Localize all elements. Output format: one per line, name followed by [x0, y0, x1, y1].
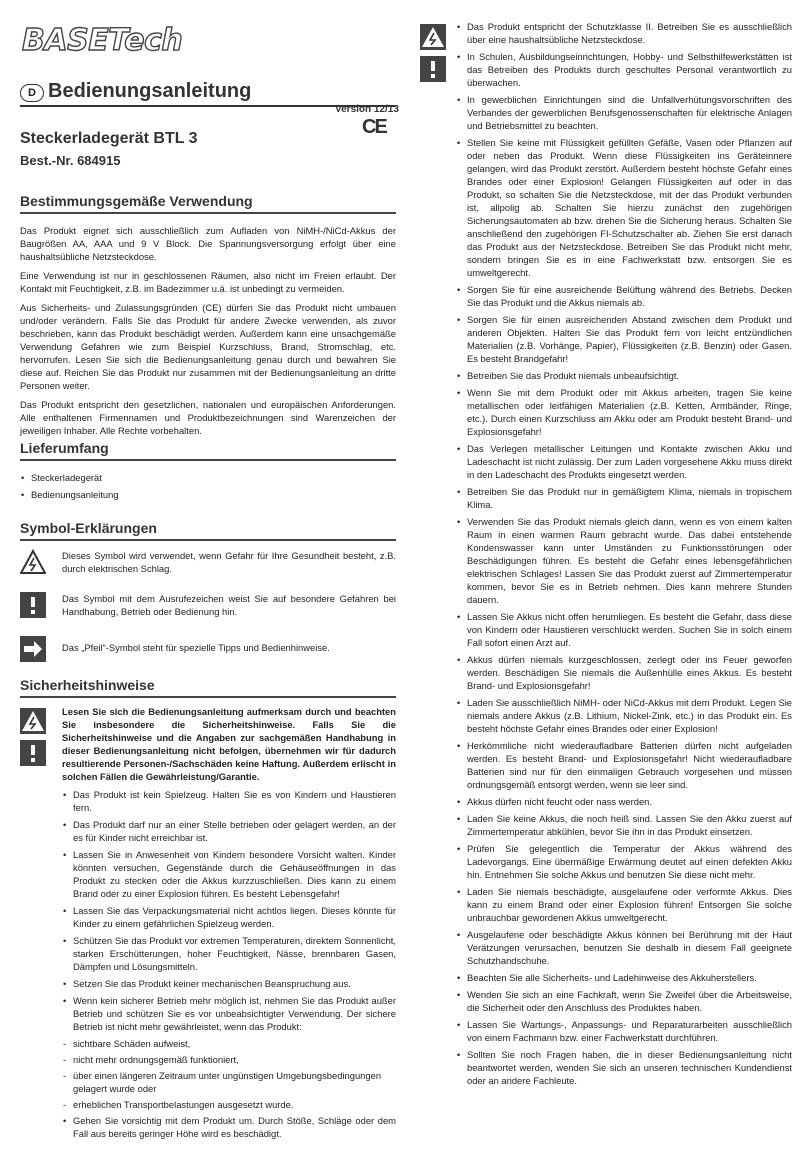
list-item: • Verwenden Sie das Produkt niemals gleich dann, wenn es von einem kalten Raum in einen warmen Raum gebracht wurde. Das dabei entstehende Kondenswasser kann unter Umständen zu Funktionsstörungen oder Beschädigungen führen. Es besteht die Gefahr eines lebensgefährlichen elektrischen Schlages! Lassen Sie das Produkt zuerst auf Zimmertemperatur kommen, bevor Sie es in Betrieb nehmen. Dies kann mehrere Stunden dauern.	[456, 515, 792, 606]
section-heading: Bestimmungsgemäße Verwendung	[20, 193, 253, 209]
paragraph: Eine Verwendung ist nur in geschlossenen Räumen, also nicht im Freien erlaubt. Der Kontakt mit Feuchtigkeit, z.B. im Badezimmer u.ä. ist unbedingt zu vermeiden.	[20, 269, 396, 294]
section-rule	[20, 212, 396, 214]
list-item: • Herkömmliche nicht wiederaufladbare Batterien dürfen nicht aufgeladen werden. Es besteht Brand- und Explosionsgefahr! Nicht wiederaufladbare Batterien sind nur für den einmaligen Gebrauch vorgesehen und müssen ordnungsgemäß entsorgt werden, wenn sie leer sind.	[456, 739, 792, 791]
paragraph: Aus Sicherheits- und Zulassungsgründen (CE) dürfen Sie das Produkt nicht umbauen und/oder verändern. Falls Sie das Produkt für andere Zwecke verwenden, als zuvor beschrieben, kann das Produkt beschädigt werden. Außerdem kann eine unsachgemäße Verwendung Gefahren wie zum Beispiel Kurzschluss, Brand, Stromschlag, etc. hervorrufen. Lesen Sie sich die Bedienungsanleitung genau durch und bewahren Sie diese auf. Reichen Sie das Produkt nur zusammen mit der Bedienungsanleitung an dritte Personen weiter.	[20, 301, 396, 391]
list-item: • Betreiben Sie das Produkt niemals unbeaufsichtigt.	[456, 369, 792, 382]
order-number: Best.-Nr. 684915	[20, 153, 121, 168]
version-label: Version 12/13	[335, 104, 399, 115]
dash-item: - sichtbare Schäden aufweist,	[62, 1037, 396, 1050]
lightning-warning-icon	[420, 24, 446, 50]
list-item: • Schützen Sie das Produkt vor extremen Temperaturen, direktem Sonnenlicht, starken Erschütterungen, hoher Feuchtigkeit, Nässe, brennbaren Gasen, Dämpfen und Lösungsmitteln.	[62, 934, 396, 973]
list-item: • Das Produkt ist kein Spielzeug. Halten Sie es von Kindern und Haustieren fern.	[62, 788, 396, 814]
list-item: • Akkus dürfen niemals kurzgeschlossen, zerlegt oder ins Feuer geworfen werden. Beschädigen Sie niemals die Außenhülle eines Akkus. Es besteht Brand- und Explosionsgefahr!	[456, 653, 792, 692]
list-item: • Lassen Sie in Anwesenheit von Kindern besondere Vorsicht walten. Kinder könnten versuchen, Gegenstände durch die Gehäuseöffnungen in das Produkt zu stecken oder die Akkus kurzzuschließen. Dies kann zu einem Brand oder zu einer Explosion führen. Es besteht Lebensgefahr!	[62, 848, 396, 900]
list-item: • Steckerladegerät	[20, 471, 396, 484]
arrow-icon	[20, 636, 46, 662]
manual-title: Bedienungsanleitung	[48, 80, 252, 102]
lightning-warning-icon	[20, 549, 46, 575]
list-item: • Lassen Sie das Verpackungsmaterial nicht achtlos liegen. Dieses könnte für Kinder zu einem gefährlichen Spielzeug werden.	[62, 904, 396, 930]
ce-mark: CE	[362, 116, 386, 138]
section-heading: Lieferumfang	[20, 440, 109, 456]
language-badge: D	[20, 84, 44, 102]
list-item: • Sorgen Sie für eine ausreichende Belüftung während des Betriebs. Decken Sie das Produkt und die Akkus niemals ab.	[456, 283, 792, 309]
section-intended-use	[20, 193, 396, 443]
dash-item: - über einen längeren Zeitraum unter ungünstigen Umgebungsbedingungen gelagert wurde oder	[62, 1069, 396, 1095]
list-item: • Wenn kein sicherer Betrieb mehr möglich ist, nehmen Sie das Produkt außer Betrieb und schützen Sie es vor unbeabsichtigter Verwendung. Der sichere Betrieb ist nicht mehr gewährleistet, wenn das Produkt:	[62, 994, 396, 1033]
list-item: • Wenden Sie sich an eine Fachkraft, wenn Sie Zweifel über die Arbeitsweise, die Sicherheit oder den Anschluss des Produktes haben.	[456, 988, 792, 1014]
symbol-row	[20, 592, 396, 618]
logo-text: BASETech	[22, 23, 183, 56]
list-item: • Das Verlegen metallischer Leitungen und Kontakte zwischen Akku und Ladeschacht ist nicht zulässig. Der zum Laden vorgesehene Akku muss direkt in den Ladeschacht des Produkts eingesetzt werden.	[456, 442, 792, 481]
list-item: • In Schulen, Ausbildungseinrichtungen, Hobby- und Selbsthilfewerkstätten ist das Betreiben des Produkts durch geschultes Personal verantwortlich zu überwachen.	[456, 50, 792, 89]
list-item: • Ausgelaufene oder beschädigte Akkus können bei Berührung mit der Haut Verätzungen verursachen, benutzen Sie deshalb in diesem Fall geeignete Schutzhandschuhe.	[456, 928, 792, 967]
list-item: • Lassen Sie Wartungs-, Anpassungs- und Reparaturarbeiten ausschließlich von einem Fachmann bzw. einer Fachwerkstatt durchführen.	[456, 1018, 792, 1044]
list-item: • In gewerblichen Einrichtungen sind die Unfallverhütungsvorschriften des Verbandes der gewerblichen Berufsgenossenschaften für elektrische Anlagen und Betriebsmittel zu beachten.	[456, 93, 792, 132]
section-safety	[20, 677, 396, 698]
dash-item: - erheblichen Transportbelastungen ausgesetzt wurde.	[62, 1098, 396, 1111]
dash-item: - nicht mehr ordnungsgemäß funktioniert,	[62, 1053, 396, 1066]
list-item: • Bedienungsanleitung	[20, 488, 396, 501]
list-item: • Stellen Sie keine mit Flüssigkeit gefüllten Gefäße, Vasen oder Pflanzen auf oder neben das Produkt. Wenn diese Flüssigkeiten ins Geräteinnere gelangen, wird das Produkt zerstört. Außerdem besteht höchste Gefahr eines Brandes oder einer Explosion! Gelangen Flüssigkeiten auf oder in das Produkt, so schalten Sie die Netzsteckdose, mit der das Produkt verbunden ist, allpolig ab. Schalten Sie hierzu zunächst den zugehörigen Sicherungsautomaten ab bzw. drehen Sie die Sicherung heraus. Schalten Sie anschließend den zugehörigen FI-Schutzschalter ab. Ziehen Sie erst danach das Produkt aus der Netzsteckdose. Betreiben Sie das Produkt nicht mehr, sondern bringen Sie es in eine Fachwerkstatt bzw. entsorgen Sie es umweltgerecht.	[456, 136, 792, 279]
list-item: • Sorgen Sie für einen ausreichenden Abstand zwischen dem Produkt und anderen Objekten. Halten Sie das Produkt fern von leicht entzündlichen Materialien (z.B. Vorhänge, Papier), Flüssigkeiten (z.B. Benzin) oder Gasen. Es besteht Brandgefahr!	[456, 313, 792, 365]
list-item: • Wenn Sie mit dem Produkt oder mit Akkus arbeiten, tragen Sie keine metallischen oder leitfähigen Materialien (z.B. Ketten, Armbänder, Ringe, etc.). Durch einen Kurzschluss am Akku oder am Produkt besteht Brand- und Explosionsgefahr!	[456, 386, 792, 438]
list-item: • Das Produkt entspricht der Schutzklasse II. Betreiben Sie es ausschließlich über eine haushaltsübliche Netzsteckdose.	[456, 20, 792, 46]
symbol-text: Das Symbol mit dem Ausrufezeichen weist Sie auf besondere Gefahren bei Handhabung, Betrieb oder Bedienung hin.	[62, 593, 396, 617]
section-rule	[20, 459, 396, 461]
list-item: • Betreiben Sie das Produkt nur in gemäßigtem Klima, niemals in tropischem Klima.	[456, 485, 792, 511]
exclamation-icon	[420, 56, 446, 82]
product-name: Steckerladegerät BTL 3	[20, 130, 198, 147]
safety-intro: Lesen Sie sich die Bedienungsanleitung aufmerksam durch und beachten Sie insbesondere die Sicherheitshinweise. Falls Sie die Sicherheitshinweise und die Angaben zur sachgemäßen Handhabung in dieser Bedienungsanleitung nicht befolgen, übernehmen wir für dadurch resultierende Personen-/Sachschäden keine Haftung. Außerdem erlischt in solchen Fällen die Gewährleistung/Garantie.	[62, 706, 396, 782]
basetech-logo	[20, 22, 270, 56]
section-heading: Symbol-Erklärungen	[20, 520, 157, 536]
lightning-warning-icon	[20, 708, 46, 734]
exclamation-icon	[20, 740, 46, 766]
exclamation-icon	[20, 592, 46, 618]
symbol-text: Dieses Symbol wird verwendet, wenn Gefahr für Ihre Gesundheit besteht, z.B. durch elektrischen Schlag.	[62, 550, 396, 574]
paragraph: Das Produkt eignet sich ausschließlich zum Aufladen von NiMH-/NiCd-Akkus der Baugrößen AA, AAA und 9 V Block. Die Spannungsversorgung erfolgt über eine haushaltsübliche Netzsteckdose.	[20, 224, 396, 262]
list-item: • Akkus dürfen nicht feucht oder nass werden.	[456, 795, 792, 808]
list-item: • Prüfen Sie gelegentlich die Temperatur der Akkus während des Ladevorgangs. Eine übermäßige Erwärmung deutet auf einen defekten Akku hin. Entnehmen Sie solche Akkus und benutzen Sie diese nicht mehr.	[456, 842, 792, 881]
section-rule	[20, 539, 396, 541]
symbol-text: Das „Pfeil“-Symbol steht für spezielle Tipps und Bedienhinweise.	[62, 642, 330, 653]
paragraph: Das Produkt entspricht den gesetzlichen, nationalen und europäischen Anforderungen. Alle enthaltenen Firmennamen und Produktbezeichnungen sind Warenzeichen der jeweiligen Inhaber. Alle Rechte vorbehalten.	[20, 398, 396, 436]
list-item: • Laden Sie keine Akkus, die noch heiß sind. Lassen Sie den Akku zuerst auf Zimmertemperatur abkühlen, bevor Sie ihn in das Produkt einsetzen.	[456, 812, 792, 838]
list-item: • Das Produkt darf nur an einer Stelle betrieben oder gelagert werden, an der es für Kinder nicht erreichbar ist.	[62, 818, 396, 844]
section-heading: Sicherheitshinweise	[20, 677, 155, 693]
list-item: • Gehen Sie vorsichtig mit dem Produkt um. Durch Stöße, Schläge oder dem Fall aus bereits geringer Höhe wird es beschädigt.	[62, 1114, 396, 1140]
safety-right-column	[456, 20, 792, 1091]
section-rule	[20, 696, 396, 698]
list-item: • Lassen Sie Akkus nicht offen herumliegen. Es besteht die Gefahr, dass diese von Kindern oder Haustieren verschluckt werden. Suchen Sie in solch einem Fall sofort einen Arzt auf.	[456, 610, 792, 649]
list-item: • Sollten Sie noch Fragen haben, die in dieser Bedienungsanleitung nicht beantwortet werden, wenden Sie sich an unseren technischen Kundendienst oder an andere Fachleute.	[456, 1048, 792, 1087]
section-scope	[20, 440, 396, 505]
section-symbols	[20, 520, 396, 541]
safety-left-column	[62, 705, 396, 1144]
list-item: • Setzen Sie das Produkt keiner mechanischen Beanspruchung aus.	[62, 977, 396, 990]
list-item: • Laden Sie ausschließlich NiMH- oder NiCd-Akkus mit dem Produkt. Legen Sie niemals andere Akkus (z.B. Lithium, Nickel-Zink, etc.) in das Produkt ein. Es besteht höchste Gefahr eines Brandes oder einer Explosion!	[456, 696, 792, 735]
list-item: • Beachten Sie alle Sicherheits- und Ladehinweise des Akkuherstellers.	[456, 971, 792, 984]
list-item: • Laden Sie niemals beschädigte, ausgelaufene oder verformte Akkus. Dies kann zu einem Brand oder einer Explosion führen! Entsorgen Sie solche unbrauchbar gewordenen Akkus umweltgerecht.	[456, 885, 792, 924]
